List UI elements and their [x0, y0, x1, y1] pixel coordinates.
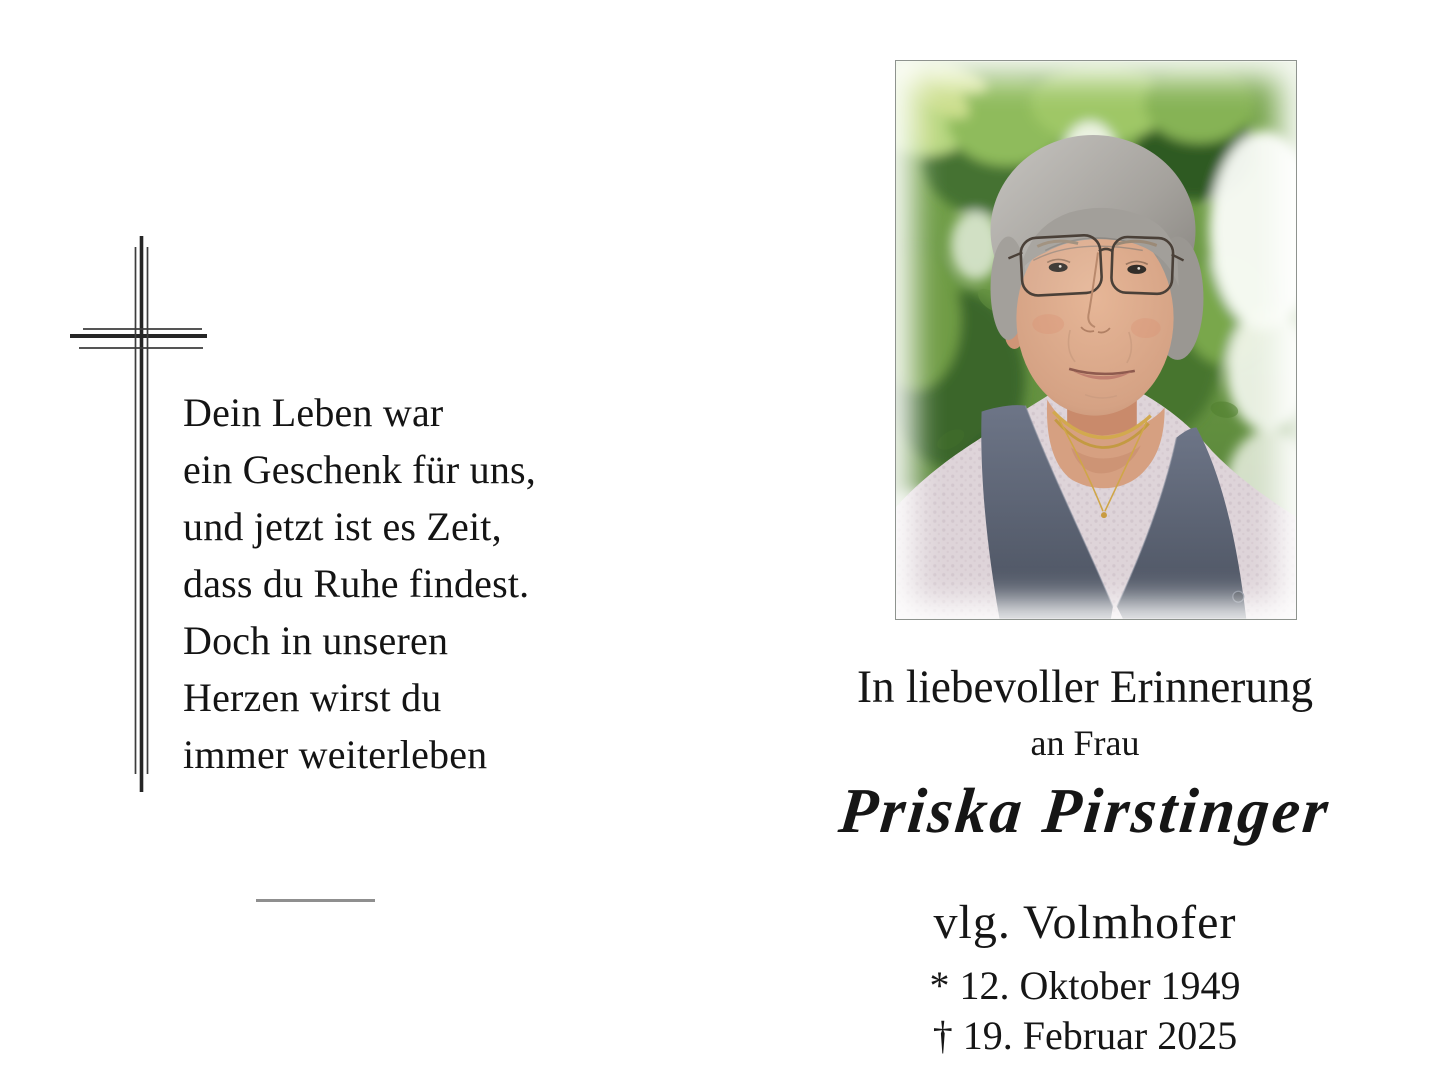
poem-line: immer weiterleben — [183, 732, 488, 777]
birth-date: * 12. Oktober 1949 — [929, 963, 1241, 1008]
deceased-name: Priska Pirstinger — [835, 775, 1335, 846]
poem-line: Dein Leben war — [183, 390, 444, 435]
poem-line: dass du Ruhe findest. — [183, 561, 530, 606]
memorial-subheading: an Frau — [1030, 723, 1140, 763]
memorial-poem — [183, 384, 536, 783]
memorial-text-block — [760, 0, 1410, 1080]
house-name: vlg. Volmhofer — [933, 896, 1237, 949]
death-date: † 19. Februar 2025 — [932, 1013, 1238, 1058]
poem-line: und jetzt ist es Zeit, — [183, 504, 502, 549]
poem-line: ein Geschenk für uns, — [183, 447, 536, 492]
memorial-heading: In liebevoller Erinnerung — [856, 661, 1314, 713]
divider-line — [256, 899, 375, 902]
poem-line: Doch in unseren — [183, 618, 449, 663]
poem-line: Herzen wirst du — [183, 675, 442, 720]
